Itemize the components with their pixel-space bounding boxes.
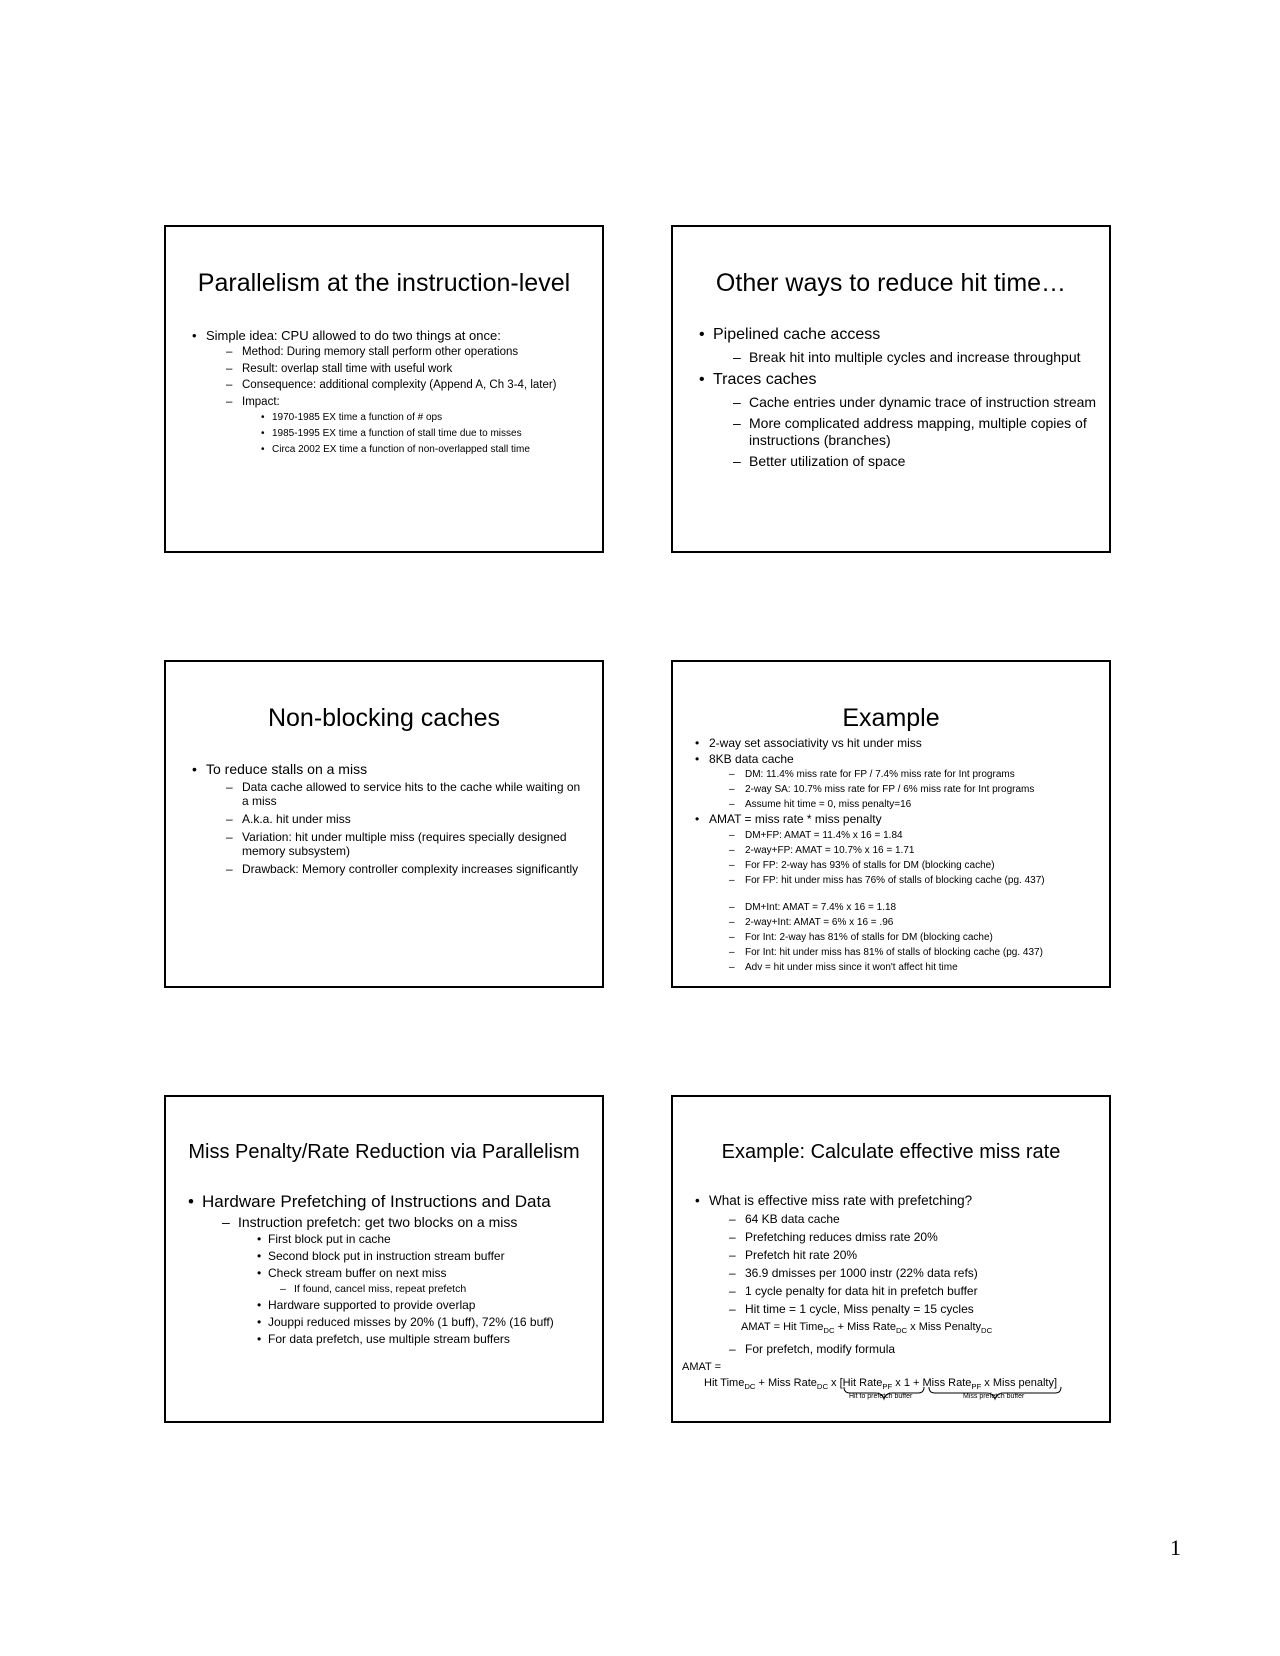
sub-bullet: – Data cache allowed to service hits to the cache while waiting on a miss [224, 780, 582, 808]
sub-bullet: – For FP: 2-way has 93% of stalls for DM (blocking cache) [727, 858, 1101, 873]
bullet: • Pipelined cache access – Break hit into multiple cycles and increase throughput [695, 325, 1099, 366]
sub-bullet: – For prefetch, modify formula [727, 1340, 1101, 1358]
slide-miss-penalty-reduction [164, 1095, 604, 1423]
sub-bullet: – Result: overlap stall time with useful work [224, 361, 592, 378]
bullet: • To reduce stalls on a miss – Data cache allowed to service hits to the cache while waiting on a miss – A.k.a. hit under miss – Variation: hit under multiple miss (requires specially designed memory subsystem) – Drawback: Memory controller complexity increases significantly [188, 760, 582, 876]
sub-sub-bullet: • Second block put in instruction stream buffer [256, 1248, 596, 1265]
sub-bullet: – Cache entries under dynamic trace of instruction stream [731, 394, 1099, 411]
sub-sub-bullet: • Jouppi reduced misses by 20% (1 buff), 72% (16 buff) [256, 1314, 596, 1331]
slide-example [671, 660, 1111, 988]
formula-expression: Hit Time$_{DC}$ + Miss Rate$_{DC}$ x [Hit Rate$_{PF}$ x 1 + Miss Rate$_{PF}$ x Miss penalty] [704, 1377, 1058, 1392]
sub-bullet: – 2-way+Int: AMAT = 6% x 16 = .96 [727, 915, 1101, 930]
bullet: • 8KB data cache – DM: 11.4% miss rate for FP / 7.4% miss rate for Int programs – 2-way SA: 10.7% miss rate for FP / 6% miss rate for Int programs – Assume hit time = 0, miss penalty=16 [691, 752, 1101, 813]
slide-reduce-hit-time [671, 225, 1111, 553]
bullet: • 2-way set associativity vs hit under miss [691, 736, 1101, 752]
slide-non-blocking-caches [164, 660, 604, 988]
bullet: • What is effective miss rate with prefetching? – 64 KB data cache – Prefetching reduces dmiss rate 20% – Prefetch hit rate 20% – 36.9 dmisses per 1000 instr (22% data refs) – 1 cycle penalty for data hit in prefetch buffer – Hit time = 1 cycle, Miss penalty = 15 cycles AMAT = Hit Time$_{DC}$ + Miss Rate$_{DC}$ x Miss Penalty$_{DC}$ – For prefetch, modify formula [691, 1192, 1101, 1358]
sub-bullet: – Break hit into multiple cycles and increase throughput [731, 349, 1099, 366]
sub-bullet: – Consequence: additional complexity (Append A, Ch 3-4, later) [224, 377, 592, 394]
sub-bullet: – Variation: hit under multiple miss (requires specially designed memory subsystem) [224, 830, 582, 858]
slide-body [691, 736, 1101, 975]
sub-bullet: – 2-way SA: 10.7% miss rate for FP / 6% miss rate for Int programs [727, 782, 1101, 797]
sub-bullet: – More complicated address mapping, multiple copies of instructions (branches) [731, 415, 1099, 449]
bullet: • Traces caches – Cache entries under dynamic trace of instruction stream – More complicated address mapping, multiple copies of instructions (branches) – Better utilization of space [695, 370, 1099, 470]
sub-bullet: – Impact: • 1970-1985 EX time a function of # ops • 1985-1995 EX time a function of stall time due to misses • Circa 2002 EX time a function of non-overlapped stall time [224, 394, 592, 459]
sub-bullet: – Method: During memory stall perform other operations [224, 344, 592, 361]
sub-bullet: – 36.9 dmisses per 1000 instr (22% data refs) [727, 1264, 1101, 1282]
sub-sub-bullet: • For data prefetch, use multiple stream buffers [256, 1331, 596, 1348]
sub-bullet: – Better utilization of space [731, 453, 1099, 470]
sub-bullet: – Assume hit time = 0, miss penalty=16 [727, 797, 1101, 812]
sub-sub-bullet: • First block put in cache [256, 1231, 596, 1248]
underbrace-graphic [673, 1097, 1111, 1423]
slide-parallelism [164, 225, 604, 553]
slide-title: Other ways to reduce hit time… [715, 269, 1067, 297]
sub-bullet: – Prefetch hit rate 20% [727, 1246, 1101, 1264]
sub-bullet: – 64 KB data cache [727, 1210, 1101, 1228]
slide-body [184, 1191, 596, 1348]
slide-body [188, 760, 582, 880]
slide-title: Miss Penalty/Rate Reduction via Parallelism [188, 1141, 580, 1163]
sub-bullet: – Prefetching reduces dmiss rate 20% [727, 1228, 1101, 1246]
sub-bullet: – DM: 11.4% miss rate for FP / 7.4% miss rate for Int programs [727, 767, 1101, 782]
bullet: • Simple idea: CPU allowed to do two things at once: – Method: During memory stall perform other operations – Result: overlap stall time with useful work – Consequence: additional complexity (Append A, Ch 3-4, later) – Impact: • 1970-1985 EX time a function of # ops • 1985-1995 EX time a function of stall time due to misses • Circa 2002 EX time a function of non-overlapped stall time [188, 327, 592, 458]
sub-bullet: – Adv = hit under miss since it won't affect hit time [727, 960, 1101, 975]
slide-title: Non-blocking caches [267, 704, 501, 732]
sub-bullet: – DM+Int: AMAT = 7.4% x 16 = 1.18 [727, 900, 1101, 915]
sub-bullet: – For Int: 2-way has 81% of stalls for DM (blocking cache) [727, 930, 1101, 945]
sub-sub-bullet: • Check stream buffer on next miss – If found, cancel miss, repeat prefetch [256, 1265, 596, 1297]
note-miss-prefetch: Miss prefetch buffer [963, 1393, 1025, 1400]
page-number: 1 [1170, 1535, 1181, 1560]
sub-bullet: – Hit time = 1 cycle, Miss penalty = 15 cycles [727, 1300, 1101, 1318]
slide-title: Example [842, 704, 940, 732]
sub-bullet: – A.k.a. hit under miss [224, 812, 582, 826]
sub-sub-sub-bullet: – If found, cancel miss, repeat prefetch [280, 1282, 596, 1297]
sub-sub-bullet: • 1970-1985 EX time a function of # ops [260, 410, 592, 426]
slide-body [188, 327, 592, 458]
sub-bullet: – DM+FP: AMAT = 11.4% x 16 = 1.84 [727, 828, 1101, 843]
note-hit-prefetch: Hit to prefetch buffer [849, 1393, 913, 1400]
sub-sub-bullet: • Hardware supported to provide overlap [256, 1297, 596, 1314]
sub-bullet: – For FP: hit under miss has 76% of stalls of blocking cache (pg. 437) [727, 873, 1101, 888]
bullet: • Hardware Prefetching of Instructions and Data – Instruction prefetch: get two blocks on a miss • First block put in cache • Second block put in instruction stream buffer • Check stream buffer on next miss – If found, cancel miss, repeat prefetch • Hardware supported to provide overlap • Jouppi reduced misses by 20% (1 buff), 72% (16 buff) • For data prefetch, use multiple stream buffers [184, 1191, 596, 1348]
formula-label: AMAT = [682, 1361, 722, 1373]
sub-bullet: – For Int: hit under miss has 81% of stalls of blocking cache (pg. 437) [727, 945, 1101, 960]
sub-bullet: – Drawback: Memory controller complexity increases significantly [224, 862, 582, 876]
slide-title: Parallelism at the instruction-level [197, 269, 571, 297]
amat-equation: AMAT = Hit Time$_{DC}$ + Miss Rate$_{DC}$ x Miss Penalty$_{DC}$ [741, 1321, 993, 1336]
sub-bullet: – Instruction prefetch: get two blocks on a miss • First block put in cache • Second block put in instruction stream buffer • Check stream buffer on next miss – If found, cancel miss, repeat prefetch • Hardware supported to provide overlap • Jouppi reduced misses by 20% (1 buff), 72% (16 buff) • For data prefetch, use multiple stream buffers [220, 1213, 596, 1348]
sub-bullet: – 2-way+FP: AMAT = 10.7% x 16 = 1.71 [727, 843, 1101, 858]
sub-sub-bullet: • 1985-1995 EX time a function of stall time due to misses [260, 426, 592, 442]
slide-body [695, 325, 1099, 474]
slide-effective-miss-rate [671, 1095, 1111, 1423]
bullet: • AMAT = miss rate * miss penalty – DM+FP: AMAT = 11.4% x 16 = 1.84 – 2-way+FP: AMAT = 10.7% x 16 = 1.71 – For FP: 2-way has 93% of stalls for DM (blocking cache) – For FP: hit under miss has 76% of stalls of blocking cache (pg. 437) – DM+Int: AMAT = 7.4% x 16 = 1.18 – 2-way+Int: AMAT = 6% x 16 = .96 – For Int: 2-way has 81% of stalls for DM (blocking cache) – For Int: hit under miss has 81% of stalls of blocking cache (pg. 437) – Adv = hit under miss since it won't affect hit time [691, 812, 1101, 975]
sub-bullet: – 1 cycle penalty for data hit in prefetch buffer [727, 1282, 1101, 1300]
slide-title: Example: Calculate effective miss rate [721, 1141, 1061, 1163]
sub-sub-bullet: • Circa 2002 EX time a function of non-overlapped stall time [260, 442, 592, 458]
